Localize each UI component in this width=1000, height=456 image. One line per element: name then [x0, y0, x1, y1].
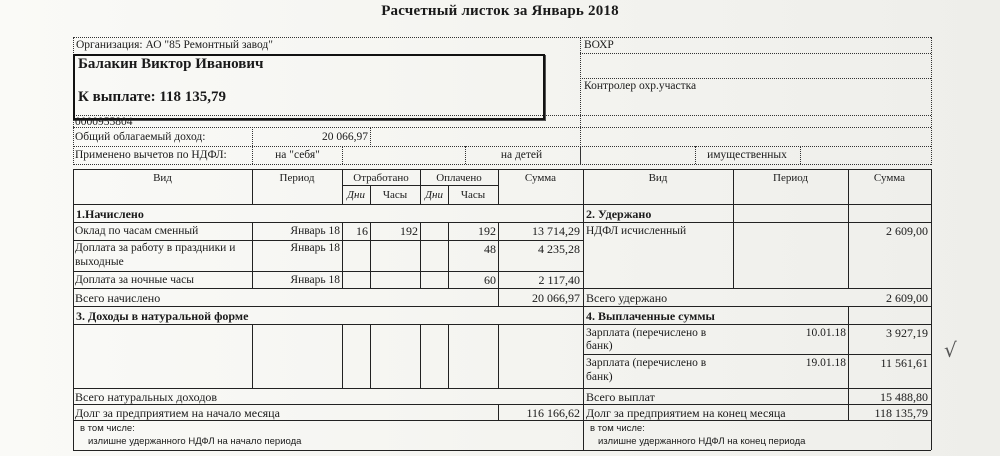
col-header-type-right: Вид	[648, 172, 668, 184]
deduction-children: на детей	[500, 149, 543, 161]
accrual-name: Оклад по часам сменный	[75, 225, 199, 237]
col-header-period: Период	[279, 172, 315, 184]
accrual-paid-hours: 192	[478, 224, 496, 238]
header-cell-line	[800, 146, 801, 164]
col-header-period-right: Период	[773, 172, 808, 184]
deductions-label: Применено вычетов по НДФЛ:	[75, 149, 227, 161]
taxable-income-label: Общий облагаемый доход:	[75, 131, 206, 143]
accrual-period: Январь 18	[290, 225, 340, 237]
debt-start-label: Долг за предприятием на начало месяца	[75, 406, 280, 420]
table-line	[73, 169, 931, 170]
table-col-line	[252, 324, 253, 388]
payment-sum: 3 927,19	[886, 326, 928, 340]
department: ВОХР	[584, 39, 614, 51]
payslip-title: Расчетный листок за Январь 2018	[381, 3, 619, 19]
tab-number: 0000955804	[75, 116, 133, 128]
ndfl-sum: 2 609,00	[886, 224, 928, 238]
debt-start: 116 166,62	[526, 406, 580, 420]
accrual-name-cont: выходные	[75, 256, 124, 268]
col-header-hours-paid: Часы	[460, 189, 486, 201]
header-line	[580, 78, 931, 79]
col-header-paid: Оплачено	[436, 172, 482, 184]
payment-name-cont: банк)	[586, 340, 613, 352]
ndfl-name: НДФЛ исчисленный	[586, 225, 687, 237]
table-col-line	[733, 169, 734, 288]
header-cell-line	[342, 146, 343, 164]
col-header-hours: Часы	[382, 189, 408, 201]
col-header-days: Дни	[347, 189, 365, 201]
table-line	[583, 354, 931, 355]
accrual-name: Доплата за ночные часы	[75, 274, 194, 286]
total-accrued-label: Всего начислено	[75, 291, 161, 305]
payout-amount: К выплате: 118 135,79	[78, 89, 227, 105]
table-col-line	[342, 324, 343, 388]
header-line	[73, 127, 931, 128]
total-paid: 15 488,80	[880, 390, 928, 404]
col-header-type: Вид	[153, 172, 172, 184]
table-line	[73, 204, 931, 205]
table-col-line	[498, 324, 499, 388]
accrual-hours: 192	[400, 224, 418, 238]
section-accrued: 1.Начислено	[76, 207, 144, 221]
table-line	[73, 306, 931, 307]
excess-ndfl-start: излишне удержанного НДФЛ на начало периода	[88, 436, 302, 447]
header-top-line	[73, 37, 931, 38]
table-col-line	[420, 324, 421, 388]
table-line	[73, 240, 583, 241]
employee-name: Балакин Виктор Иванович	[78, 56, 264, 72]
section-withheld: 2. Удержано	[586, 207, 652, 221]
total-natural-label: Всего натуральных доходов	[75, 390, 218, 404]
accrual-sum: 2 117,40	[538, 273, 580, 287]
total-withheld-label: Всего удержано	[586, 291, 668, 305]
payment-date: 19.01.18	[805, 357, 846, 369]
accrual-paid-hours: 48	[484, 242, 496, 256]
header-line	[73, 146, 931, 147]
payment-name: Зарплата (перечислено в	[586, 327, 707, 339]
header-line	[73, 164, 931, 165]
col-header-days-paid: Дни	[425, 189, 443, 201]
header-cell-line	[580, 146, 581, 164]
including-label: в том числе:	[80, 423, 135, 434]
table-line	[73, 271, 583, 272]
col-header-sum: Сумма	[524, 172, 557, 184]
debt-end-label: Долг за предприятием на конец месяца	[586, 406, 786, 420]
accrual-period: Январь 18	[290, 242, 340, 254]
accrual-paid-hours: 60	[484, 273, 496, 287]
accrual-sum: 4 235,28	[538, 242, 580, 256]
including-label-right: в том числе:	[590, 423, 645, 434]
total-accrued: 20 066,97	[532, 291, 580, 305]
accrual-days: 16	[356, 224, 368, 238]
table-line	[73, 450, 931, 451]
table-line	[73, 324, 931, 325]
section-natural-income: 3. Доходы в натуральной форме	[76, 309, 249, 323]
table-col-line	[931, 169, 932, 450]
header-cell-line	[370, 127, 371, 147]
taxable-income-value: 20 066,97	[322, 131, 368, 143]
accrual-name: Доплата за работу в праздники и	[75, 242, 236, 254]
table-col-line	[73, 169, 74, 450]
col-header-sum-right: Сумма	[873, 172, 906, 184]
table-col-line	[583, 169, 584, 450]
table-col-line	[370, 324, 371, 388]
col-header-worked: Отработано	[353, 172, 409, 184]
header-line	[580, 53, 931, 54]
section-payments: 4. Выплаченные суммы	[586, 309, 715, 323]
payment-sum: 11 561,61	[880, 356, 928, 370]
deduction-self: на "себя"	[275, 149, 320, 161]
table-line	[73, 222, 931, 223]
debt-end: 118 135,79	[874, 406, 928, 420]
total-paid-label: Всего выплат	[586, 390, 655, 404]
organization: Организация: АО "85 Ремонтный завод"	[76, 39, 273, 51]
total-withheld: 2 609,00	[886, 291, 928, 305]
header-right-line	[931, 37, 932, 165]
payment-date: 10.01.18	[805, 327, 846, 339]
payment-name: Зарплата (перечислено в	[586, 357, 707, 369]
job-position: Контролер охр.участка	[584, 80, 697, 92]
excess-ndfl-end: излишне удержанного НДФЛ на конец периода	[598, 436, 806, 447]
accrual-sum: 13 714,29	[532, 224, 580, 238]
table-col-line	[448, 324, 449, 388]
deduction-property: имущественных	[707, 149, 787, 161]
payment-name-cont: банк)	[586, 371, 613, 383]
checkmark-icon: √	[944, 338, 957, 362]
table-line	[73, 388, 931, 389]
table-col-line	[420, 222, 421, 288]
table-line	[73, 288, 931, 289]
accrual-period: Январь 18	[290, 274, 340, 286]
